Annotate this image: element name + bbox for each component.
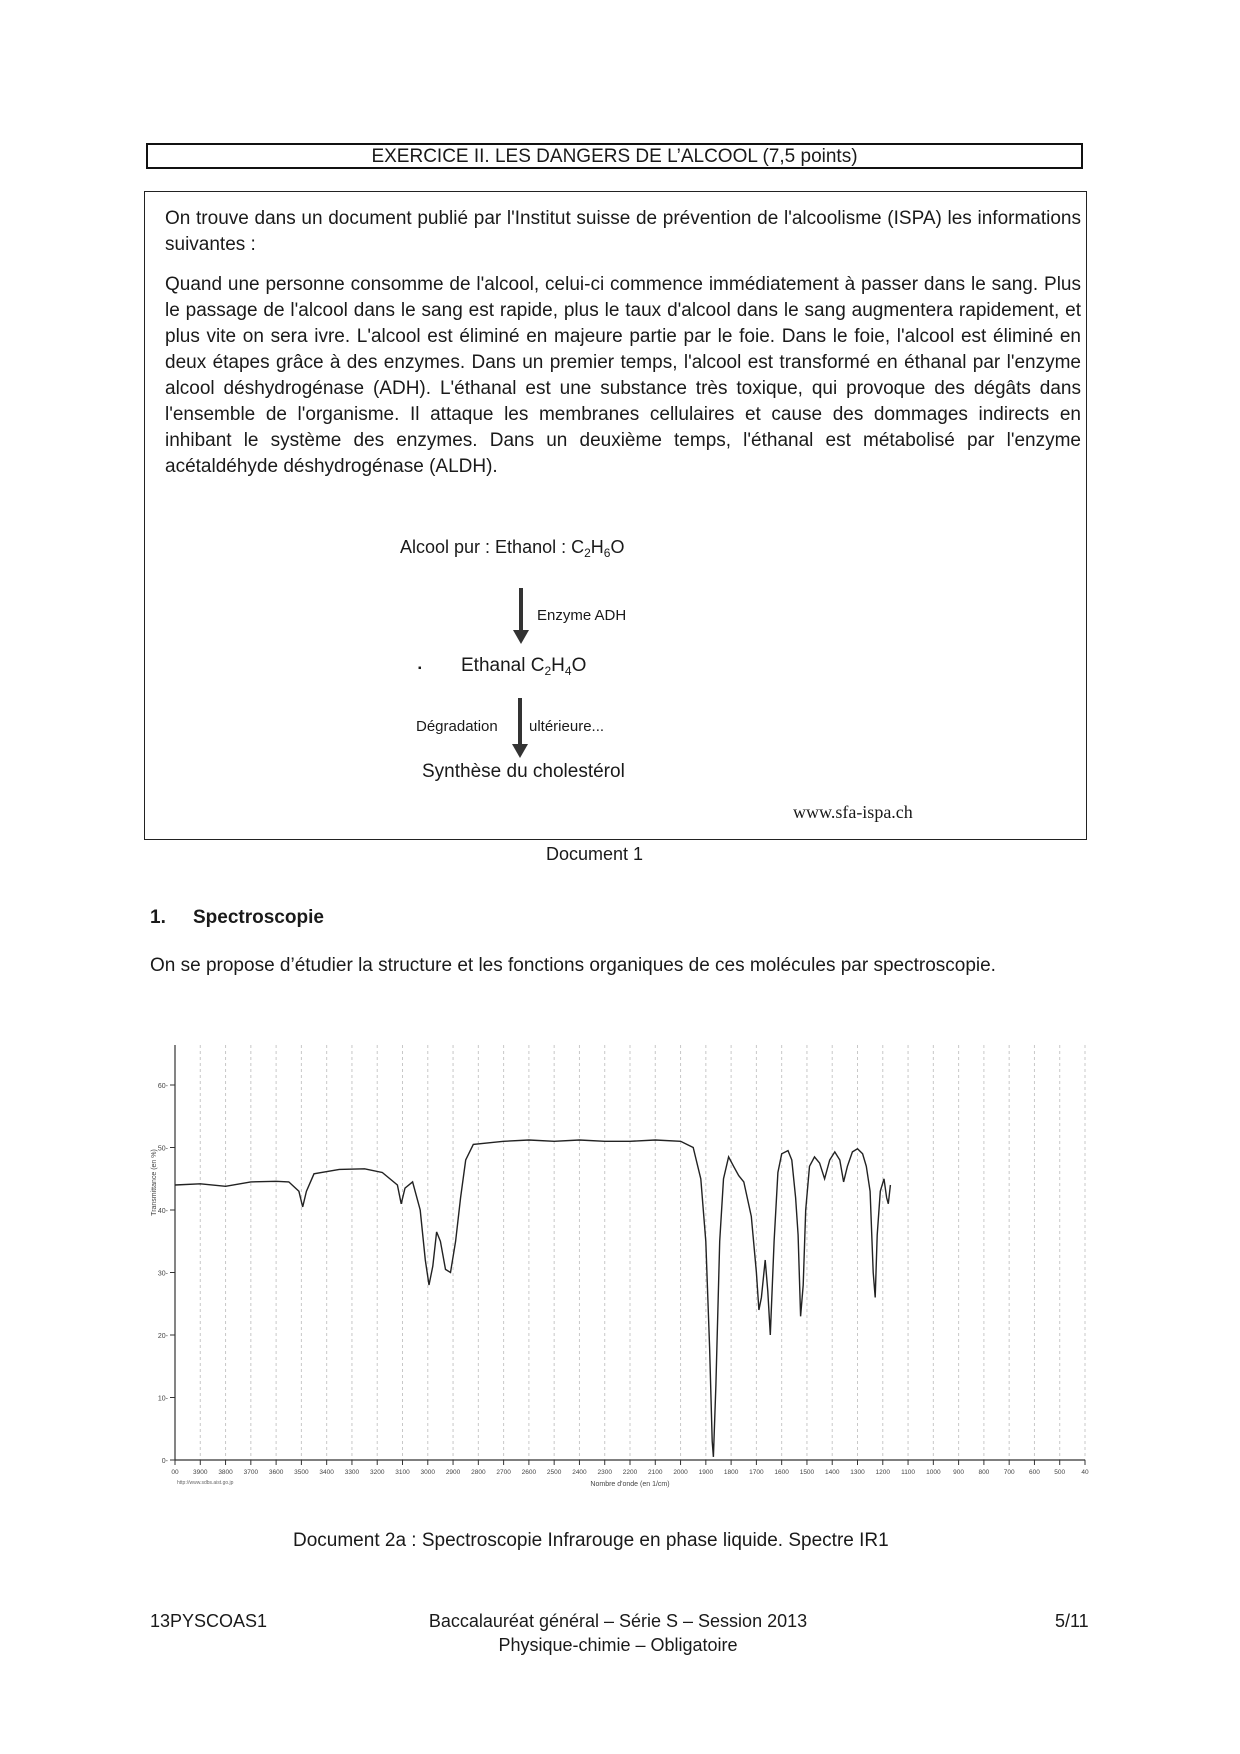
arrow-adh-label: Enzyme ADH (537, 607, 627, 624)
x-tick-label: 3500 (294, 1469, 309, 1476)
x-tick-label: 1000 (926, 1469, 941, 1476)
x-tick-label: 1300 (850, 1469, 865, 1476)
x-tick-label: 2300 (597, 1469, 612, 1476)
y-tick-label: 10- (157, 1395, 168, 1403)
x-tick-label: 3300 (344, 1469, 360, 1476)
x-tick-label: 1200 (875, 1469, 891, 1476)
footer-code: 13PYSCOAS1 (150, 1611, 268, 1631)
document1-intro: On trouve dans un document publié par l'Institut suisse de prévention de l'alcoolisme (ISPA) les informations suivantes : (165, 208, 1081, 255)
spectrum-line (175, 1140, 890, 1457)
x-tick-label: 1400 (824, 1469, 840, 1476)
x-tick-label: 500 (1054, 1469, 1066, 1476)
scheme-cholesterol: Synthèse du cholestérol (422, 761, 625, 782)
exercise-title-box (146, 143, 1083, 169)
x-tick-label: 3600 (268, 1469, 284, 1476)
arrow-degradation-right: ultérieure... (529, 718, 605, 735)
arrow-down-icon (513, 630, 529, 644)
x-tick-label: 3100 (395, 1469, 410, 1476)
x-tick-label: 1100 (901, 1469, 916, 1476)
arrow-degradation-left: Dégradation (416, 718, 498, 735)
x-tick-label: 800 (978, 1469, 990, 1476)
ir-spectrum-chart (150, 1035, 1095, 1495)
y-axis-label: Transmittance (en %) (151, 1149, 158, 1216)
arrow-adh-shaft (519, 588, 523, 630)
y-tick-label: 30- (157, 1270, 168, 1278)
x-tick-label: 1700 (749, 1469, 764, 1476)
scheme-ethanal: Ethanal $C_2H_4O$ (461, 655, 587, 678)
x-tick-label: 2600 (521, 1469, 537, 1476)
x-tick-label: 2700 (496, 1469, 511, 1476)
x-tick-label: 2000 (673, 1469, 688, 1476)
exercise-title: EXERCICE II. LES DANGERS DE L’ALCOOL (7,5 points) (371, 146, 858, 167)
scheme-ethanol: Alcool pur : Ethanol : $C_2H_6O$ (400, 537, 625, 560)
source-watermark: http://www.sdbs.aist.go.jp (177, 1480, 234, 1486)
x-tick-label: 40 (1081, 1469, 1089, 1476)
x-tick-label: 3900 (193, 1469, 208, 1476)
x-tick-label: 2500 (546, 1469, 562, 1476)
x-tick-label: 2400 (572, 1469, 587, 1476)
x-tick-label: 1800 (723, 1469, 739, 1476)
y-tick-label: 60- (157, 1083, 168, 1090)
bullet-mark: ▪ (418, 663, 422, 674)
x-tick-label: 2800 (471, 1469, 486, 1476)
arrow-down-icon (512, 744, 528, 758)
x-tick-label: 3400 (319, 1469, 334, 1476)
document1-caption: Document 1 (546, 844, 644, 864)
footer-line2: Physique-chimie – Obligatoire (498, 1635, 738, 1655)
footer-line1: Baccalauréat général – Série S – Session 2013 (428, 1611, 808, 1631)
x-tick-label: 2100 (648, 1469, 663, 1476)
x-tick-label: 1500 (799, 1469, 815, 1476)
x-tick-label: 700 (1003, 1469, 1015, 1476)
x-tick-label: 1900 (698, 1469, 714, 1476)
x-tick-label: 00 (171, 1469, 179, 1476)
x-tick-label: 1600 (774, 1469, 789, 1476)
y-tick-label: 20- (157, 1333, 168, 1340)
section-number: 1. (150, 907, 166, 928)
x-tick-label: 3700 (243, 1469, 259, 1476)
y-tick-label: 40- (157, 1208, 168, 1215)
document1-body: Quand une personne consomme de l'alcool, celui-ci commence immédiatement à passer dans le sang. Plus le passage de l'alcool dans le sang est rapide, plus le taux d'alcool dans le sang augmentera rapidement, et plus vite on sera ivre. L'alcool est éliminé en majeure partie par le foie. Dans le foie, l'alcool est éliminé en deux étapes grâce à des enzymes. Dans un premier temps, l'alcool est transformé en éthanal par l'enzyme alcool déshydrogénase (ADH). L'éthanal est une substance très toxique, qui provoque des dégâts dans l'ensemble de l'organisme. Il attaque les membranes cellulaires et cause des dommages indirects en inhibant le système des enzymes. Dans un deuxième temps, l'éthanal est métabolisé par l'enzyme acétaldéhyde déshydrogénase (ALDH). (165, 274, 1081, 477)
x-tick-label: 3000 (420, 1469, 436, 1476)
y-tick-label: 50- (157, 1145, 168, 1153)
document2a-caption: Document 2a : Spectroscopie Infrarouge en phase liquide. Spectre IR1 (293, 1530, 889, 1551)
section-intro: On se propose d’étudier la structure et les fonctions organiques de ces molécules par spectroscopie. (150, 955, 996, 976)
section-title: Spectroscopie (193, 907, 324, 928)
x-tick-label: 3800 (218, 1469, 233, 1476)
x-tick-label: 600 (1029, 1469, 1040, 1476)
x-tick-label: 900 (953, 1469, 965, 1476)
y-tick-label: 0- (161, 1458, 168, 1465)
x-tick-label: 3200 (369, 1469, 385, 1476)
x-tick-label: 2900 (445, 1469, 461, 1476)
x-tick-label: 2200 (622, 1469, 638, 1476)
footer-page: 5/11 (1055, 1611, 1089, 1631)
arrow-degradation-shaft (518, 698, 522, 746)
x-axis-label: Nombre d'onde (en 1/cm) (590, 1481, 670, 1488)
source-website: www.sfa-ispa.ch (793, 802, 913, 822)
